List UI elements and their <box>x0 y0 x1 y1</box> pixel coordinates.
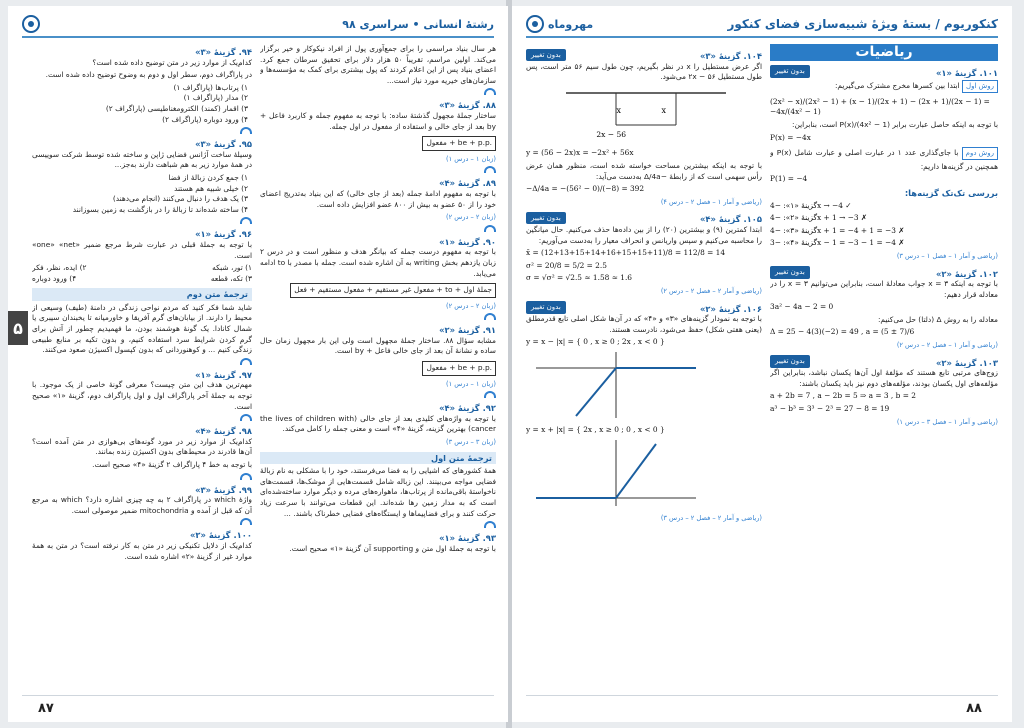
answer-101-head <box>770 65 998 79</box>
status-badge: بدون تغییر <box>526 301 566 314</box>
math-formula: 3a² − 4a − 2 = 0 <box>770 302 834 312</box>
left-page-logo <box>22 15 40 33</box>
option-item: ۲) خیلی شبیه هم هستند <box>174 183 248 193</box>
answer-106-text: با توجه به نمودار گزینه‌های «۳» و «۴» که در آن‌ها شکل اصلی تابع قدرمطلق (یعنی هفتی شکل) حفظ می‌شود، نادرست هستند. <box>526 314 762 334</box>
math-formula: y = x − |x| = { 0 , x ≥ 0 ; 2x , x < 0 } <box>526 337 665 347</box>
answer-105-text: ابتدا کمترین (۹) و بیشترین (۲۰) را از بین داده‌ها حذف می‌کنیم. حال میانگین را محاسبه می‌کنیم و سپس واریانس و انحراف معیار را به‌دست می‌آوریم: <box>526 224 762 245</box>
answer-90: ۹۰. گزینهٔ «۱» <box>439 236 496 247</box>
graph-2 <box>526 438 762 508</box>
answer-106-head <box>526 301 762 315</box>
answer-99-text: واژهٔ which در پاراگراف ۲ به چه چیزی اشاره دارد؟ which به مرجع آن که قبل از آمده و mitochondria ضمیر موصولی است. <box>32 495 252 515</box>
left-page-title: رشتهٔ انسانی • سراسری ۹۸ <box>342 17 494 31</box>
answer-101: ۱۰۱. گزینهٔ «۱» <box>935 67 998 78</box>
section-tab: ۵ <box>8 311 28 345</box>
math-formula: a + 2b = 7 , a − 2b = 5 ⇒ a = 3 , b = 2 <box>770 391 916 401</box>
option-item: ۱) پرتاب‌ها (پاراگراف ۱) <box>173 82 248 92</box>
reference-label: (زبان ۱ – درس ۱) <box>446 379 496 388</box>
wifi-icon <box>32 414 252 423</box>
translation-text: شاید شما فکر کنید که مردم نواحی زندگی در دامنهٔ (طیف) وسیعی از محیط را دارند. از بیابان‌های گرم آفریقا و خاورمیانه تا یخبندان سیبری یا شمال کانادا. یک گونهٔ هوشمند بودن، ما فهمیدیم چطور از آتش برای گرم کردن شرایط سرد استفاده کنیم، و بدون تکیه بر منابع طبیعی زندگی کنیم ... و کوهنوردانی که بدون کپسول اکسیژن صعود می‌کنند. <box>32 302 252 355</box>
wifi-icon <box>260 313 496 322</box>
translation-title: ترجمهٔ متن اول <box>260 452 496 465</box>
logo-text: مهرو‌ماه <box>548 17 594 31</box>
reference-label: (ریاضی و آمار ۲ – فصل ۲ – درس ۳) <box>660 513 762 522</box>
math-formula: y = (56 − 2x)x = −2x² + 56x <box>526 148 634 158</box>
left-page-header <box>22 12 494 38</box>
math-formula: x̄ = (12+13+15+14+16+15+15+11)/8 = 112/8 = 14 <box>526 248 726 258</box>
math-formula: σ = √σ² = √2.5 ≈ 1.58 ≈ 1.6 <box>526 273 632 283</box>
label-x-left: x <box>616 105 621 115</box>
brand-logo-icon <box>22 15 40 33</box>
answer-92-text: با توجه به واژه‌های کلیدی بعد از جای خالی (the lives of children with cancer) بهترین گزینه، گزینهٔ «۴» است و معنی جمله را کامل می‌کند. <box>260 413 496 434</box>
check-option: گزینهٔ «۱»: −4x → −4 ✓ <box>770 200 852 210</box>
answer-93-text: با توجه به جملهٔ اول متن و supporting آن گزینهٔ «۱» صحیح است. <box>289 543 496 553</box>
answer-102-text: با توجه به اینکه x = ۳ جواب معادلهٔ است، بنابراین می‌توانیم x = ۳ را در معادله قرار دهیم: <box>770 279 998 299</box>
answer-97-text: مهم‌ترین هدف این متن چیست؟ معرفی گونهٔ خاصی از یک موجود. با توجه به جملهٔ آخر پاراگراف اول و اول پاراگراف دوم، گزینهٔ «۱» صحیح است. <box>32 380 252 411</box>
check-option: گزینهٔ «۳»: −4x + 1 = −4 + 1 = −3 ✗ <box>770 225 905 235</box>
answer-99: ۹۹. گزینهٔ «۳» <box>195 484 252 495</box>
wifi-icon <box>260 391 496 400</box>
label-x-right: x <box>661 105 666 115</box>
option-item: ۴) ورود دوباره (پاراگراف ۲) <box>162 114 248 124</box>
answer-96: ۹۶. گزینهٔ «۱» <box>195 229 252 240</box>
answer-94-subtext: در پاراگراف دوم، سطر اول و دوم به وضوح توضیح داده شده است. <box>45 70 252 80</box>
answer-98: ۹۸. گزینهٔ «۴» <box>195 426 252 437</box>
option-item: ۲) مدار (پاراگراف ۱) <box>183 93 248 103</box>
wifi-icon <box>260 166 496 175</box>
options-row <box>32 274 252 285</box>
answer-98-subtext: با توجه به خط ۴ پاراگراف ۲ گزینهٔ «۴» صحیح است. <box>92 460 252 469</box>
left-page <box>8 6 508 722</box>
answer-91-formula: مفعول + be + p.p. <box>422 361 496 376</box>
label-length: 56 − 2x <box>596 129 626 139</box>
answer-104-text2: با توجه به اینکه بیشترین مساحت خواسته شده است، منظور همان عرض رأس سهمی است که از رابطهٔ −Δ/4a به‌دست می‌آید: <box>526 160 762 181</box>
brand-logo-icon <box>526 15 544 33</box>
option-item: ۲) ایده، نظر، فکر <box>32 263 87 273</box>
passage-intro: هر سال بنیاد مراسمی را برای جمع‌آوری پول از افراد نیکوکار و خیر برگزار می‌کند. اولین مراسم، تقریباً ۵۰ هزار دلار برای تحقیق سرطان جمع کرد. اعضای بنیاد پس از این اعلام کردند که پول بیشتری برای کمک به مؤسسه‌ها و سازمان‌های خیریه مورد نیاز است... <box>260 44 496 85</box>
right-page-right-column <box>770 44 998 682</box>
answer-90-text: با توجه به مفهوم درست جمله که بیانگر هدف و منظور است و در درس ۲ زبان یازدهم بخش writing به آن اشاره شده است. جمله با مصدر با to ادامه می‌یابد. <box>260 247 496 278</box>
answer-97: ۹۷. گزینهٔ «۱» <box>195 369 252 380</box>
page-number-right: ۸۸ <box>966 701 982 716</box>
answer-104-text: اگر عرض مستطیل را x در نظر بگیریم، چون طول سیم ۵۶ متر است، پس طول مستطیل ۵۶ − ۲x می‌شود. <box>526 61 762 82</box>
answer-105: ۱۰۵. گزینهٔ «۴» <box>699 214 762 225</box>
wifi-icon <box>32 127 252 136</box>
method-tag: روش اول <box>962 80 998 93</box>
answer-103-text: زوج‌های مرتبی تابع هستند که مؤلفهٔ اول آن‌ها یکسان نباشد، بنابراین اگر مؤلفه‌های اول یکسان بودند، مؤلفه‌های دوم نیز باید یکسان باشند: <box>770 368 998 388</box>
answer-89: ۸۹. گزینهٔ «۴» <box>439 178 496 189</box>
footer-divider <box>22 695 494 696</box>
reference-label: (ریاضی و آمار ۱ – فصل ۳ – درس ۱) <box>896 417 998 426</box>
answer-101-text: ابتدا بین کسرها مخرج مشترک می‌گیریم: <box>834 81 960 91</box>
math-formula: σ² = 20/8 = 5/2 = 2.5 <box>526 260 607 270</box>
math-formula: a³ − b³ = 3³ − 2³ = 27 − 8 = 19 <box>770 404 890 414</box>
check-options-title: بررسی تک‌تک گزینه‌ها: <box>904 187 998 198</box>
reference-label: (ریاضی و آمار ۲ – فصل ۲ – درس ۲) <box>660 286 762 295</box>
answer-98-text: کدام‌یک از موارد زیر در مورد گونه‌های بی‌هوازی در متن آمده است؟ آن‌ها قادرند در محیط‌های بدون اکسیژن زنده بمانند. <box>32 436 252 457</box>
answer-94: ۹۴. گزینهٔ «۳» <box>195 47 252 57</box>
translation-title: ترجمهٔ متن دوم <box>32 288 252 301</box>
options-row <box>32 263 252 274</box>
check-option: گزینهٔ «۲»: −4x + 1 → −3 ✗ <box>770 213 868 223</box>
graph-line <box>616 444 656 498</box>
answer-100: ۱۰۰. گزینهٔ «۲» <box>189 530 252 541</box>
answer-103-head <box>770 355 998 369</box>
rectangle-fence-diagram <box>526 85 762 143</box>
option-item: ۴) ورود دوباره <box>32 273 77 283</box>
answer-91-text: مشابه سؤال ۸۸. ساختار جملهٔ مجهول است ولی این بار مجهول زمان حال ساده و نشانهٔ آن بعد از جای خالی فاعل + by است. <box>260 335 496 356</box>
answer-88-text: ساختار جملهٔ مجهول گذشتهٔ ساده: با توجه به مفهوم جمله و کاربرد فاعل + by بعد از جای خالی و استفاده از مفعول در اول جمله. <box>260 110 496 131</box>
reference-label: (زبان ۲ – درس ۲) <box>446 301 496 310</box>
answer-101-text3: با جای‌گذاری عدد ۱ در عبارت اصلی و عبارت شامل P(x) و همچنین در گزینه‌ها داریم: <box>770 148 998 171</box>
status-badge: بدون تغییر <box>526 212 566 225</box>
wifi-icon <box>260 88 496 97</box>
right-page-header <box>526 12 998 38</box>
wifi-icon <box>260 225 496 234</box>
option-item: ۳) تکه، قطعه <box>210 273 252 283</box>
answer-102: ۱۰۲. گزینهٔ «۲» <box>935 268 998 279</box>
answer-96-text: با توجه به جملهٔ قبلی در عبارت شرط مرجع ضمیر «one» «net» است. <box>32 239 252 260</box>
answer-88: ۸۸. گزینهٔ «۳» <box>439 100 496 111</box>
answer-101-text2: با توجه به اینکه حاصل عبارت برابر P(x)/(4x² − 1) است، بنابراین: <box>792 119 998 129</box>
answer-90-formula: مفعول غیر مستقیم + مفعول مستقیم + فعل + to + جملهٔ اول <box>290 283 496 298</box>
answer-104: ۱۰۴. گزینهٔ «۳» <box>699 51 762 61</box>
answer-95-text: وسیلهٔ ساخت آژانس فضایی ژاپن و ساخته شده توسط شرکت سوییسی در همهٔ موارد زیر به هم شباهت دارند به‌جز... <box>32 149 252 170</box>
left-page-left-column <box>32 44 252 682</box>
reference-label: (ریاضی و آمار ۱ – فصل ۲ – درس ۲) <box>896 341 998 350</box>
status-badge: بدون تغییر <box>526 49 566 62</box>
answer-105-head <box>526 211 762 225</box>
subject-title: ریاضیات <box>770 44 998 61</box>
left-page-right-column <box>260 44 496 682</box>
math-formula: Δ = 25 − 4(3)(−2) = 49 , a = (5 ± 7)/6 <box>770 327 915 337</box>
answer-103: ۱۰۳. گزینهٔ «۲» <box>935 357 998 368</box>
reference-label: (زبان ۳ – درس ۳) <box>446 438 496 447</box>
answer-93: ۹۳. گزینهٔ «۱» <box>439 533 496 544</box>
option-item: ۱) جمع کردن زبالهٔ از فضا <box>168 172 248 182</box>
wifi-icon <box>32 217 252 226</box>
answer-92: ۹۲. گزینهٔ «۴» <box>439 403 496 414</box>
answer-89-text: با توجه به مفهوم ادامهٔ جمله (بعد از جای خالی) که این بنیاد به‌تدریج اعضای خود را از ۵۰ عضو به بیش از ۸۰۰ عضو افزایش داده است. <box>260 188 496 209</box>
right-page-title: کنکوریوم / بستهٔ ویژهٔ شبیه‌سازی فضای کنکور <box>727 17 998 31</box>
option-item: ۳) یک هدف را دنبال می‌کنند (انجام می‌دهند) <box>112 194 248 204</box>
math-formula: P(1) = −4 <box>770 174 808 184</box>
answer-102-text2: معادله را به روش Δ (دلتا) حل می‌کنیم: <box>877 314 998 324</box>
answer-100-text: کدام‌یک از دلایل تکنیکی زیر در متن به کار نرفته است؟ در متن به همهٔ موارد غیر از گزینهٔ «۲» اشاره شده است. <box>32 540 252 561</box>
reference-label: (ریاضی و آمار ۱ – فصل ۲ – درس ۴) <box>660 197 762 206</box>
wifi-icon <box>260 521 496 530</box>
answer-104-head <box>526 48 762 62</box>
page-number-left: ۸۷ <box>38 701 54 716</box>
answer-94-text: کدام‌یک از موارد زیر در متن توضیح داده شده است؟ <box>92 57 252 67</box>
reference-label: (زبان ۱ – درس ۱) <box>446 154 496 163</box>
wifi-icon <box>32 358 252 367</box>
status-badge: بدون تغییر <box>770 266 810 279</box>
status-badge: بدون تغییر <box>770 355 810 368</box>
status-badge: بدون تغییر <box>770 65 810 78</box>
option-item: ۴) ساخته شده‌اند تا زبالهٔ را در بازگشت به زمین بسوزانند <box>72 204 248 214</box>
answer-106: ۱۰۶. گزینهٔ «۲» <box>699 303 762 314</box>
method-tag: روش دوم <box>962 147 998 160</box>
option-item: ۳) اقمار (کمند) الکترومغناطیسی (پاراگراف ۲) <box>105 103 248 113</box>
option-item: ۱) تور، شبکه <box>212 263 252 273</box>
check-option: گزینهٔ «۴»: −3x − 1 = −3 − 1 = −4 ✗ <box>770 238 905 248</box>
answer-102-head <box>770 266 998 280</box>
math-formula: y = x + |x| = { 2x , x ≥ 0 ; 0 , x < 0 } <box>526 425 665 435</box>
reference-label: (ریاضی و آمار ۱ – فصل ۱ – درس ۳) <box>896 251 998 260</box>
math-formula: (2x² − x)/(2x² − 1) + (x − 1)/(2x + 1) − (2x + 1)/(2x − 1) = −4x/(4x² − 1) <box>770 96 990 117</box>
reference-label: (زبان ۲ – درس ۲) <box>446 213 496 222</box>
translation-text: همهٔ کشورهای که اشیایی را به فضا می‌فرستند، خود را با مشکلی به نام زبالهٔ فضایی مواجه می‌بینند. این زباله شامل قسمت‌هایی از موشک‌ها، قسمت‌های ناخواستهٔ باقی‌مانده از پرتاب‌ها، ماهواره‌های مرده و دیگر موارد ساخته‌شده‌ای است که به مدار زمین رها شده‌اند. این قطعات می‌توانند با سرعت زیاد حرکت کنند و برای فضاپیماها و ایستگاه‌های فضایی خطرناک باشند. ... <box>260 466 496 518</box>
right-page-logo <box>526 15 593 33</box>
math-formula: −Δ/4a = −(56² − 0)/(−8) = 392 <box>526 184 645 194</box>
wifi-icon <box>32 518 252 527</box>
footer-divider <box>526 695 998 696</box>
graph-1 <box>526 350 762 420</box>
answer-91: ۹۱. گزینهٔ «۲» <box>439 325 496 336</box>
wifi-icon <box>32 473 252 482</box>
graph-line <box>576 368 616 416</box>
math-formula: P(x) = −4x <box>770 132 811 142</box>
answer-95: ۹۵. گزینهٔ «۳» <box>195 139 252 150</box>
answer-88-formula: مفعول + be + p.p. <box>422 136 496 151</box>
right-page-left-column <box>526 44 762 682</box>
right-page <box>512 6 1012 722</box>
